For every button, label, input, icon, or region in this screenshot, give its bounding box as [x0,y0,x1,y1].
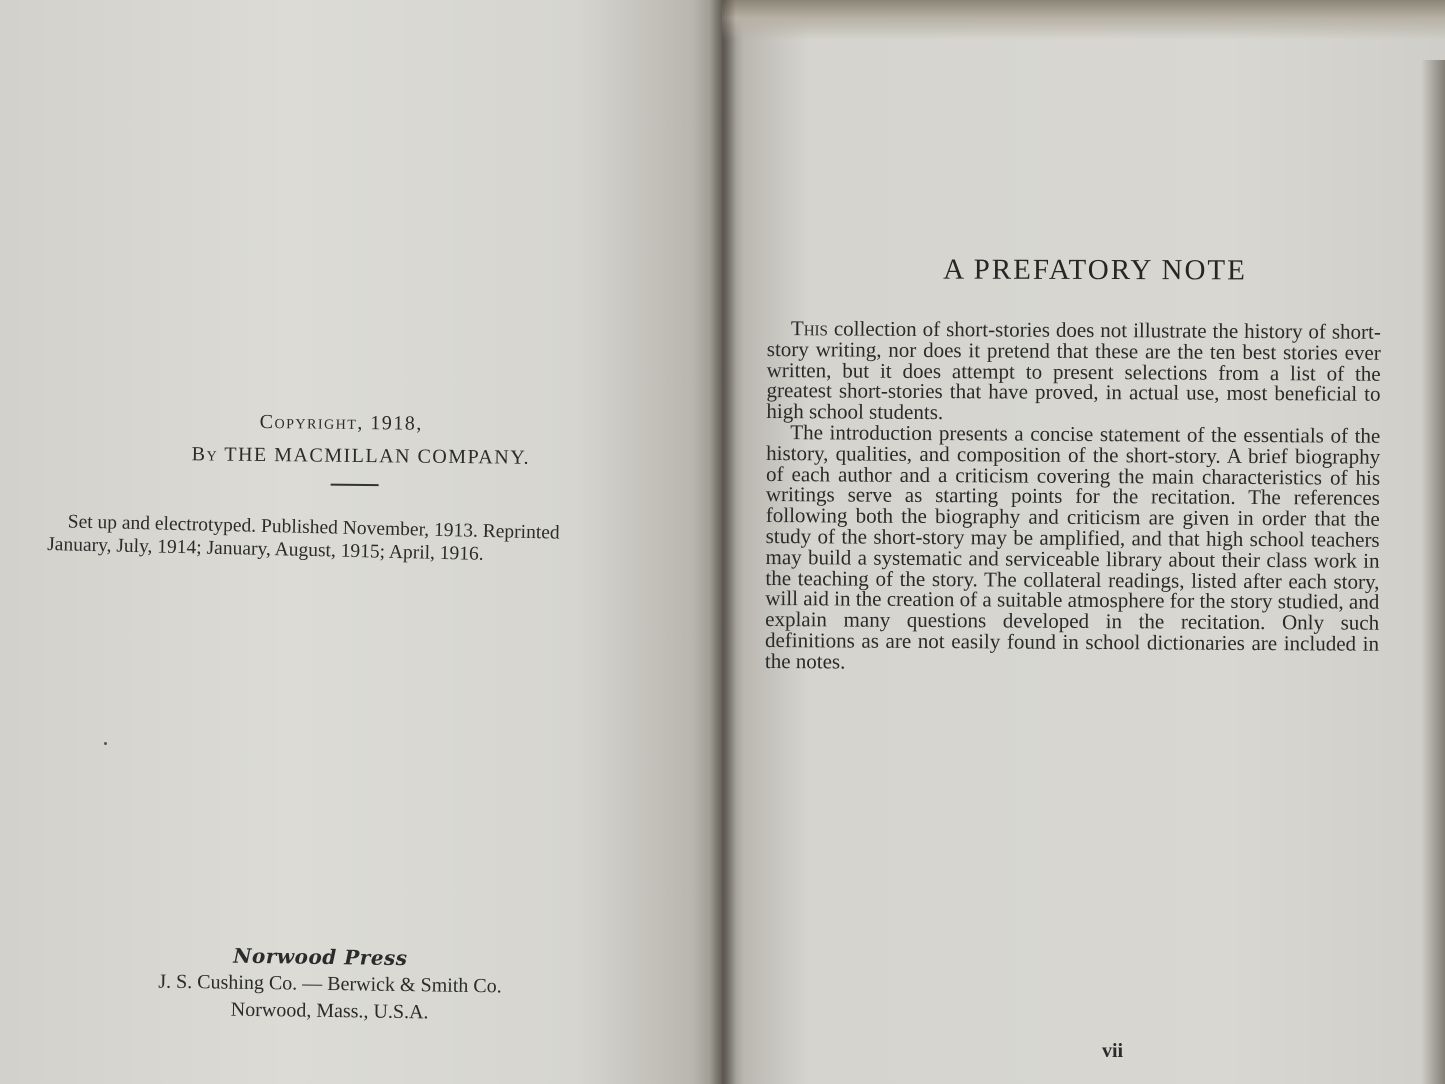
page-edge-shadow [1421,60,1445,1084]
history-line-2: January, July, 1914; January, August, 1915; April, 1916. [46,533,484,565]
paragraph-2: The introduction presents a concise statement of the essentials of the history, qualities, and composition of the short-story. A brief biography of each author and a criticism covering the main characteristics of his writings serve as starting points for the recitation. The references following both the biography and criticism are given in order that the study of the short-story may be amplified, and that high school teachers may build a systematic and serviceable library about their class work in the teaching of the story. The collateral readings, listed after each story, will aid in the creation of a suitable atmosphere for the story studied, and explain many questions developed in the recitation. Only such definitions as are not easily found in school dictionaries are included in the notes. [764,420,1381,674]
publication-history [47,510,660,570]
paragraph-1 [766,318,1381,426]
copyright-line: Copyright, 1918, [259,410,423,435]
paper-speck [104,742,107,745]
press-name: Norwood Press [233,943,408,971]
printer-names: J. S. Cushing Co. — Berwick & Smith Co. [158,970,502,998]
printer-location: Norwood, Mass., U.S.A. [230,998,429,1024]
drop-word: This [790,316,829,341]
copyright-block [0,408,722,490]
left-page [0,0,722,1084]
paragraph-1-text: collection of short-stories does not illustrate the history of short-story writing, nor does it pretend that these are the ten best stories ever written, but it does attempt to present selections from a list of the greatest short-stories that have proved, in actual use, most beneficial to high school students. [766,316,1382,425]
page-top-shadow [722,0,1445,40]
history-line-1: Set up and electrotyped. Published November, 1913. Reprinted [67,511,560,544]
page-title: A PREFATORY NOTE [943,253,1247,287]
prefatory-body [765,318,1381,675]
printer-imprint [119,941,540,1028]
page-number: vii [1102,1040,1124,1062]
prefatory-note [764,253,1395,674]
divider-rule [331,484,379,487]
publisher-line: By THE MACMILLAN COMPANY. [191,443,531,469]
